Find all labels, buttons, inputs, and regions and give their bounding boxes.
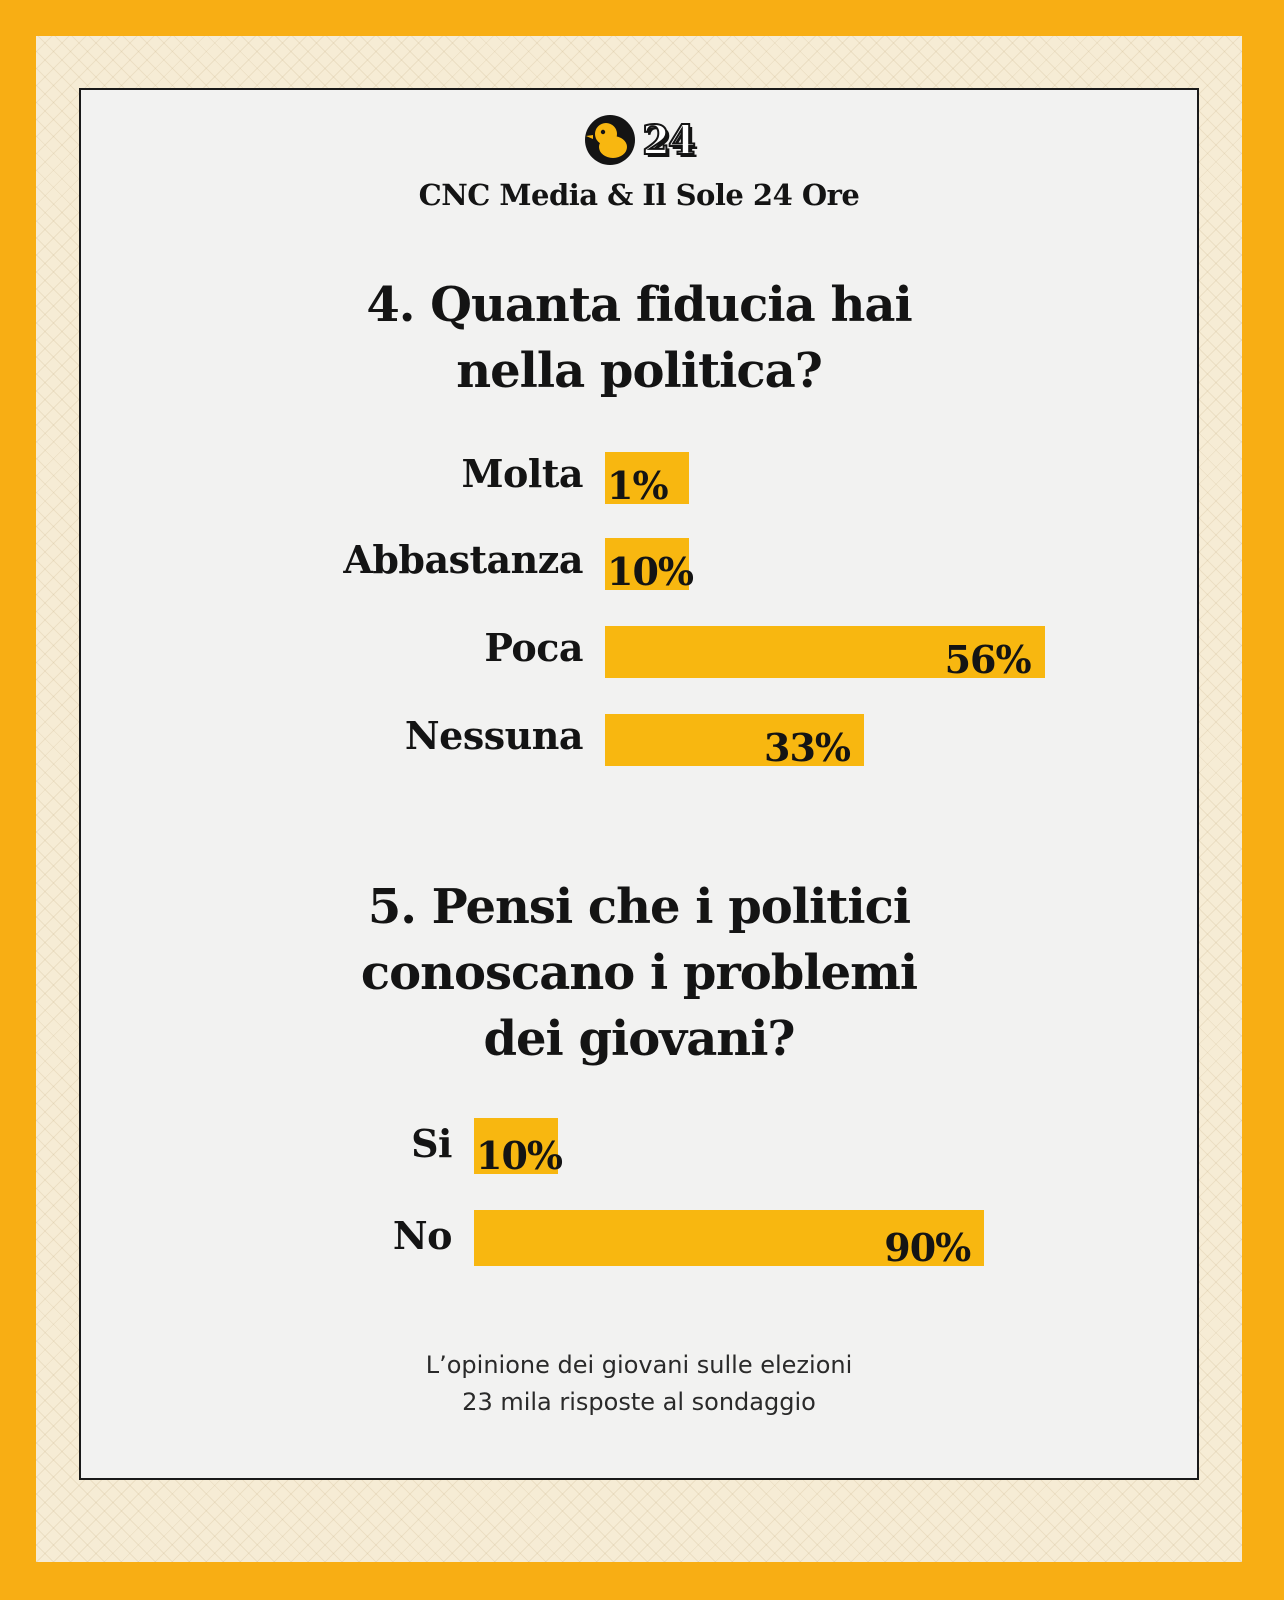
bar-category-label: Nessuna xyxy=(404,713,583,758)
bar xyxy=(605,626,1045,682)
bar-value-label: 1% xyxy=(607,463,668,508)
footer-line: L’opinione dei giovani sulle elezioni xyxy=(425,1351,853,1379)
bar-value-label: 10% xyxy=(476,1133,562,1178)
bar-category-label: Si xyxy=(411,1121,452,1166)
question-4-line: 4. Quanta fiducia hai xyxy=(366,277,912,333)
bar-row xyxy=(81,708,1197,770)
bar-category-label: Molta xyxy=(461,451,583,496)
question-4-title xyxy=(81,272,1197,404)
bar xyxy=(605,452,689,508)
bar xyxy=(605,714,864,770)
bar-row xyxy=(81,620,1197,682)
bar xyxy=(474,1118,562,1178)
poll-card xyxy=(79,88,1199,1480)
bar-row xyxy=(81,446,1197,508)
bar-value-label: 56% xyxy=(944,637,1031,682)
bar-category-label: Poca xyxy=(484,625,583,670)
bar-value-label: 10% xyxy=(607,549,693,594)
footer-line: 23 mila risposte al sondaggio xyxy=(462,1388,816,1416)
logo-number: 24 xyxy=(642,116,694,164)
bar-value-label: 33% xyxy=(764,725,851,770)
question-5-line: conoscano i problemi xyxy=(360,945,918,1001)
footer-note xyxy=(81,1347,1197,1421)
bar-value-label: 90% xyxy=(884,1225,971,1270)
logo xyxy=(81,112,1197,168)
question-5-line: 5. Pensi che i politici xyxy=(367,879,911,935)
bar xyxy=(474,1210,984,1270)
bar-category-label: No xyxy=(392,1213,452,1258)
question-5-title xyxy=(81,874,1197,1072)
bar-category-label: Abbastanza xyxy=(343,537,583,582)
bar-row xyxy=(81,1208,1197,1270)
chick-icon xyxy=(584,114,636,166)
bar xyxy=(605,538,693,594)
publisher-title: CNC Media & Il Sole 24 Ore xyxy=(418,178,860,212)
bar-row xyxy=(81,532,1197,594)
question-4-line: nella politica? xyxy=(456,343,822,399)
bar-row xyxy=(81,1116,1197,1178)
question-5-line: dei giovani? xyxy=(483,1011,795,1067)
